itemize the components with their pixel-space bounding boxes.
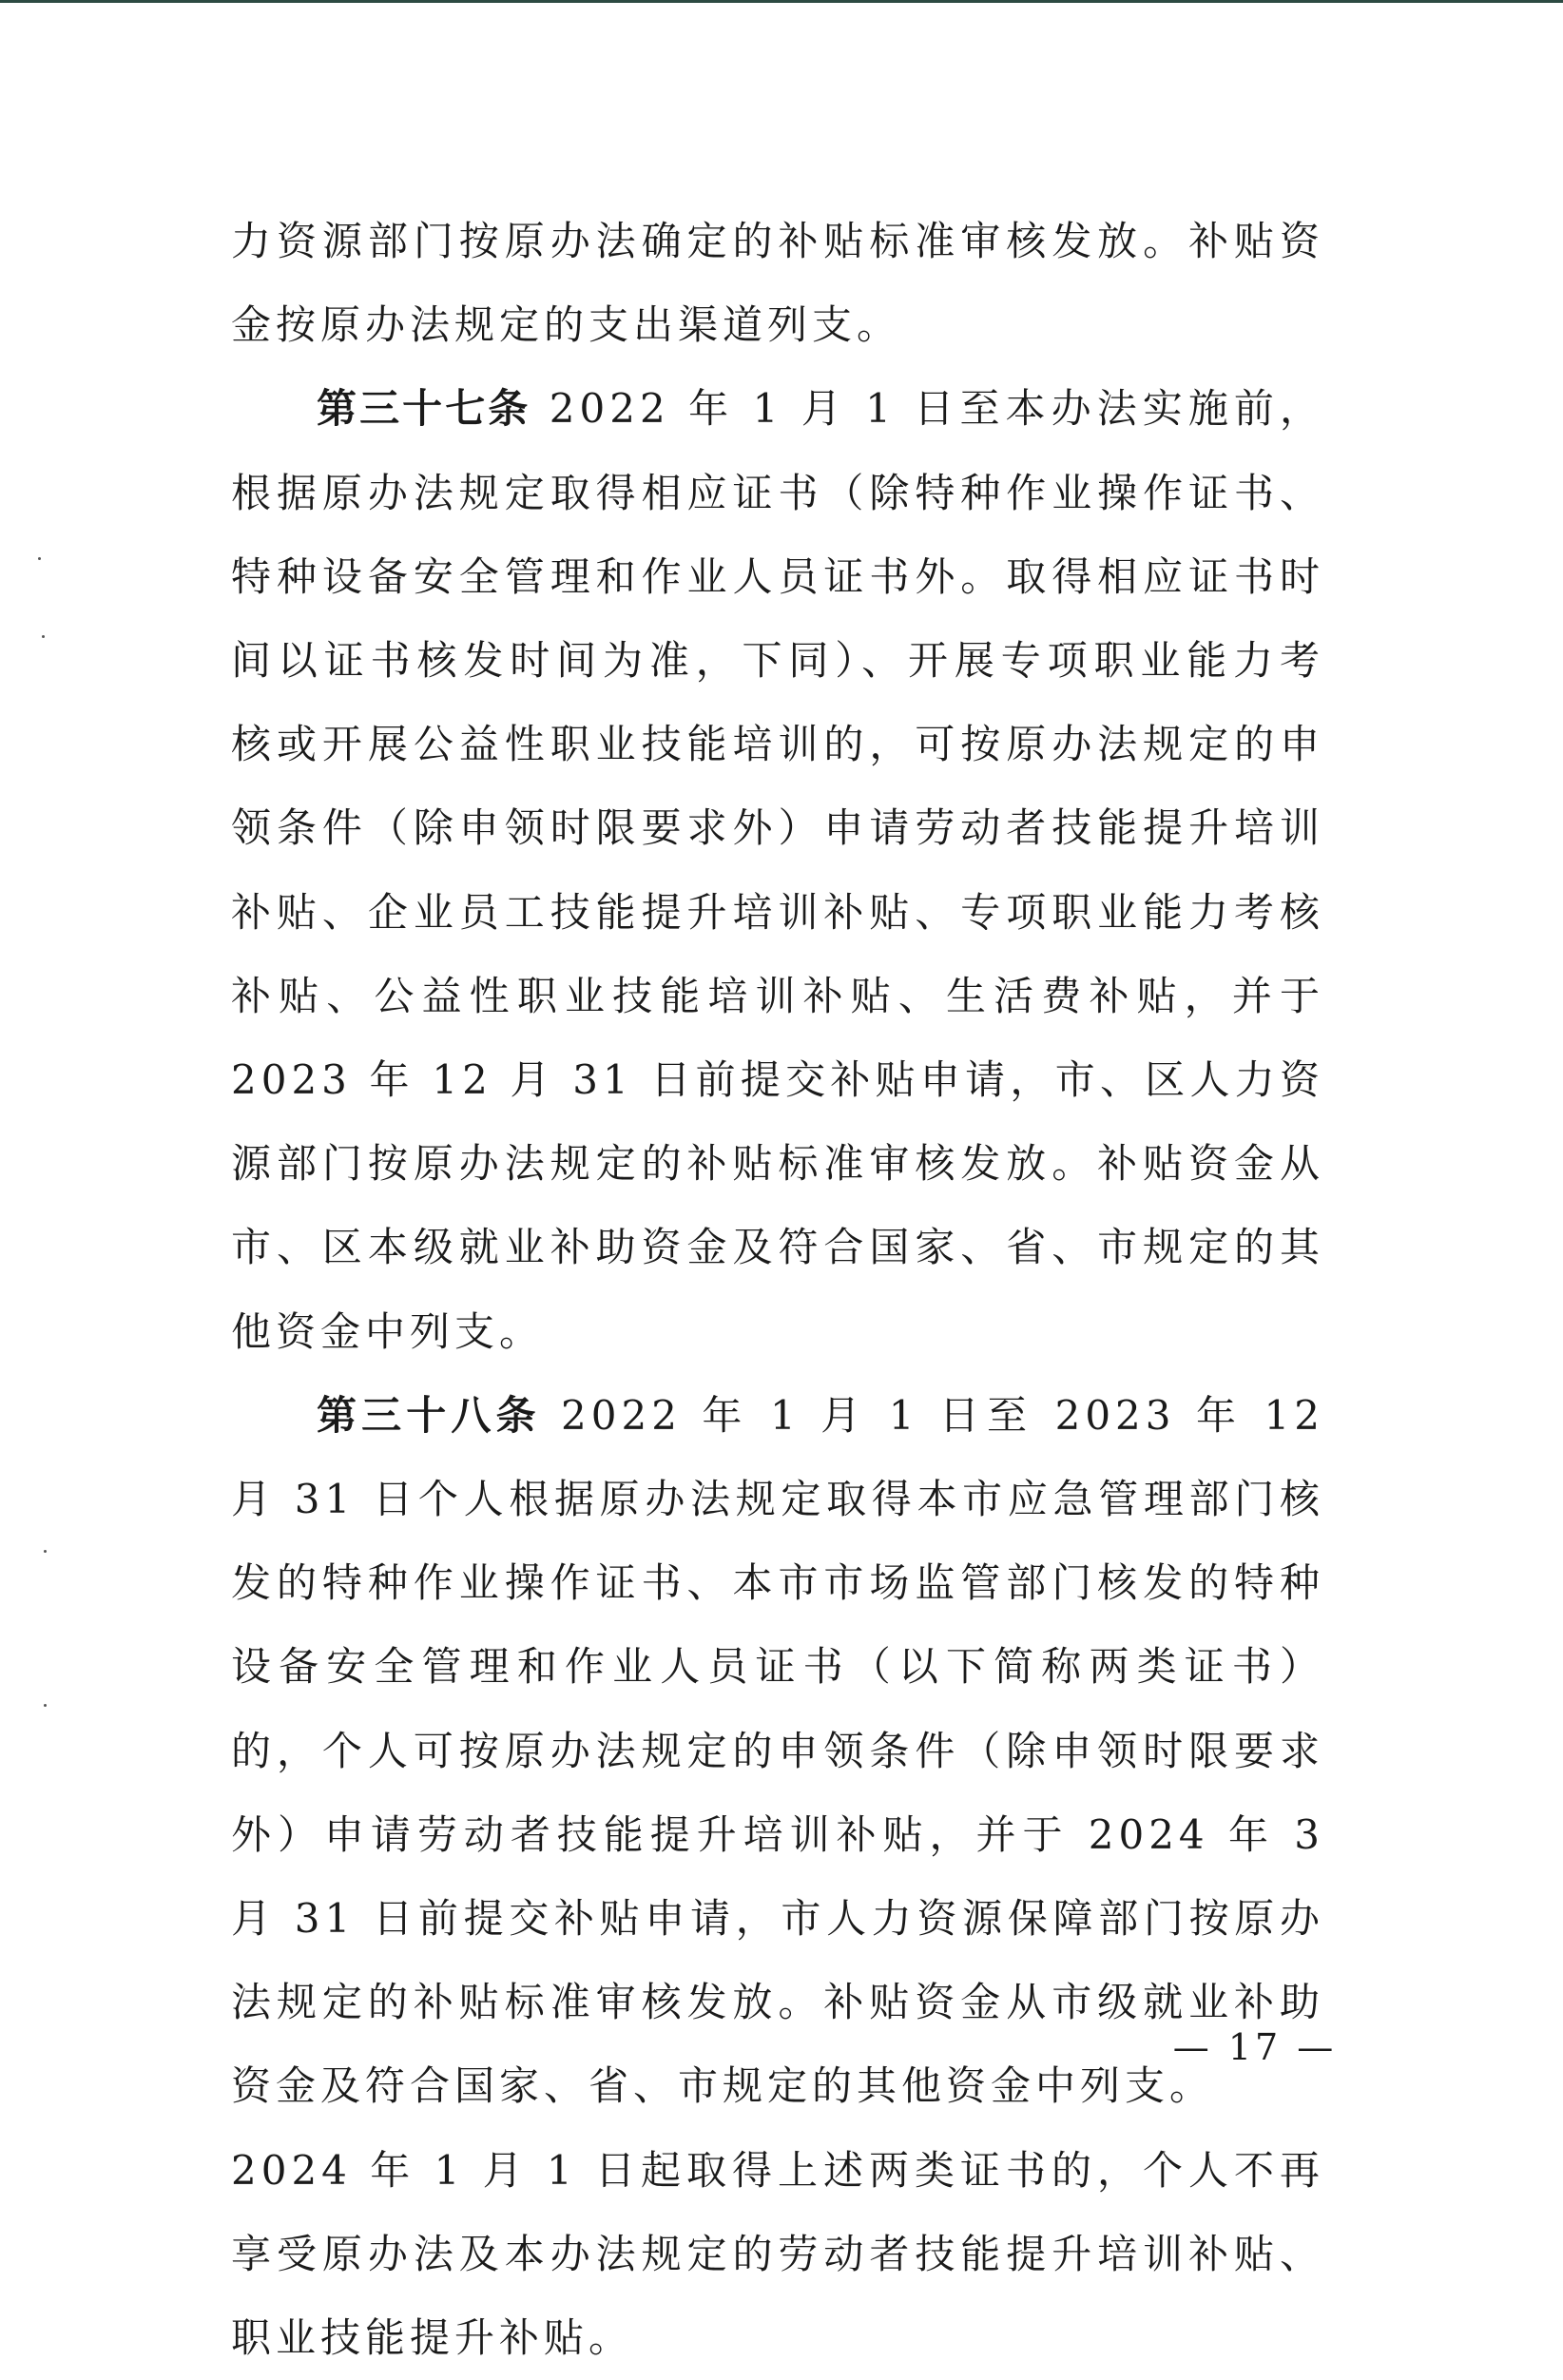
scan-speck bbox=[42, 635, 45, 638]
article-38-text: 2022 年 1 月 1 日至 2023 年 12 月 31 日个人根据原办法规定取得本市应急管理部门核发的特种作业操作证书、本市市场监管部门核发的特种设备安全管理和作业人员证书（以下简称两类证书）的，个人可按原办法规定的申领条件（除申领时限要求外）申请劳动者技能提升培训补贴，并于 2024 年 3 月 31 日前提交补贴申请，市人力资源保障部门按原办法规定的补贴标准审核发放。补贴资金从市级就业补助资金及符合国家、省、市规定的其他资金中列支。 bbox=[231, 1391, 1324, 2110]
scan-speck bbox=[44, 1704, 47, 1707]
scan-speck bbox=[38, 557, 41, 560]
article-38-heading: 第三十八条 bbox=[317, 1391, 541, 1439]
scan-top-edge bbox=[0, 0, 1563, 3]
article-37-text: 2022 年 1 月 1 日至本办法实施前，根据原办法规定取得相应证书（除特种作业操作证书、特种设备安全管理和作业人员证书外。取得相应证书时间以证书核发时间为准，下同）、开展专项职业能力考核或开展公益性职业技能培训的，可按原办法规定的申领条件（除申领时限要求外）申请劳动者技能提升培训补贴、企业员工技能提升培训补贴、专项职业能力考核补贴、公益性职业技能培训补贴、生活费补贴，并于 2023 年 12 月 31 日前提交补贴申请，市、区人力资源部门按原办法规定的补贴标准审核发放。补贴资金从市、区本级就业补助资金及符合国家、省、市规定的其他资金中列支。 bbox=[231, 385, 1324, 1355]
article-38-continuation bbox=[231, 2129, 1324, 2380]
paragraph-continuation bbox=[231, 200, 1324, 367]
document-body bbox=[231, 200, 1324, 2380]
paragraph-text: 力资源部门按原办法确定的补贴标准审核发放。补贴资金按原办法规定的支出渠道列支。 bbox=[231, 218, 1324, 349]
article-37-heading: 第三十七条 bbox=[317, 385, 531, 433]
article-37-paragraph bbox=[231, 367, 1324, 1373]
paragraph-text: 2024 年 1 月 1 日起取得上述两类证书的，个人不再享受原办法及本办法规定的劳动者技能提升培训补贴、职业技能提升补贴。 bbox=[231, 2146, 1324, 2362]
article-38-paragraph bbox=[231, 1374, 1324, 2129]
scan-speck bbox=[44, 1550, 47, 1553]
page-number: — 17 — bbox=[1172, 2026, 1338, 2068]
